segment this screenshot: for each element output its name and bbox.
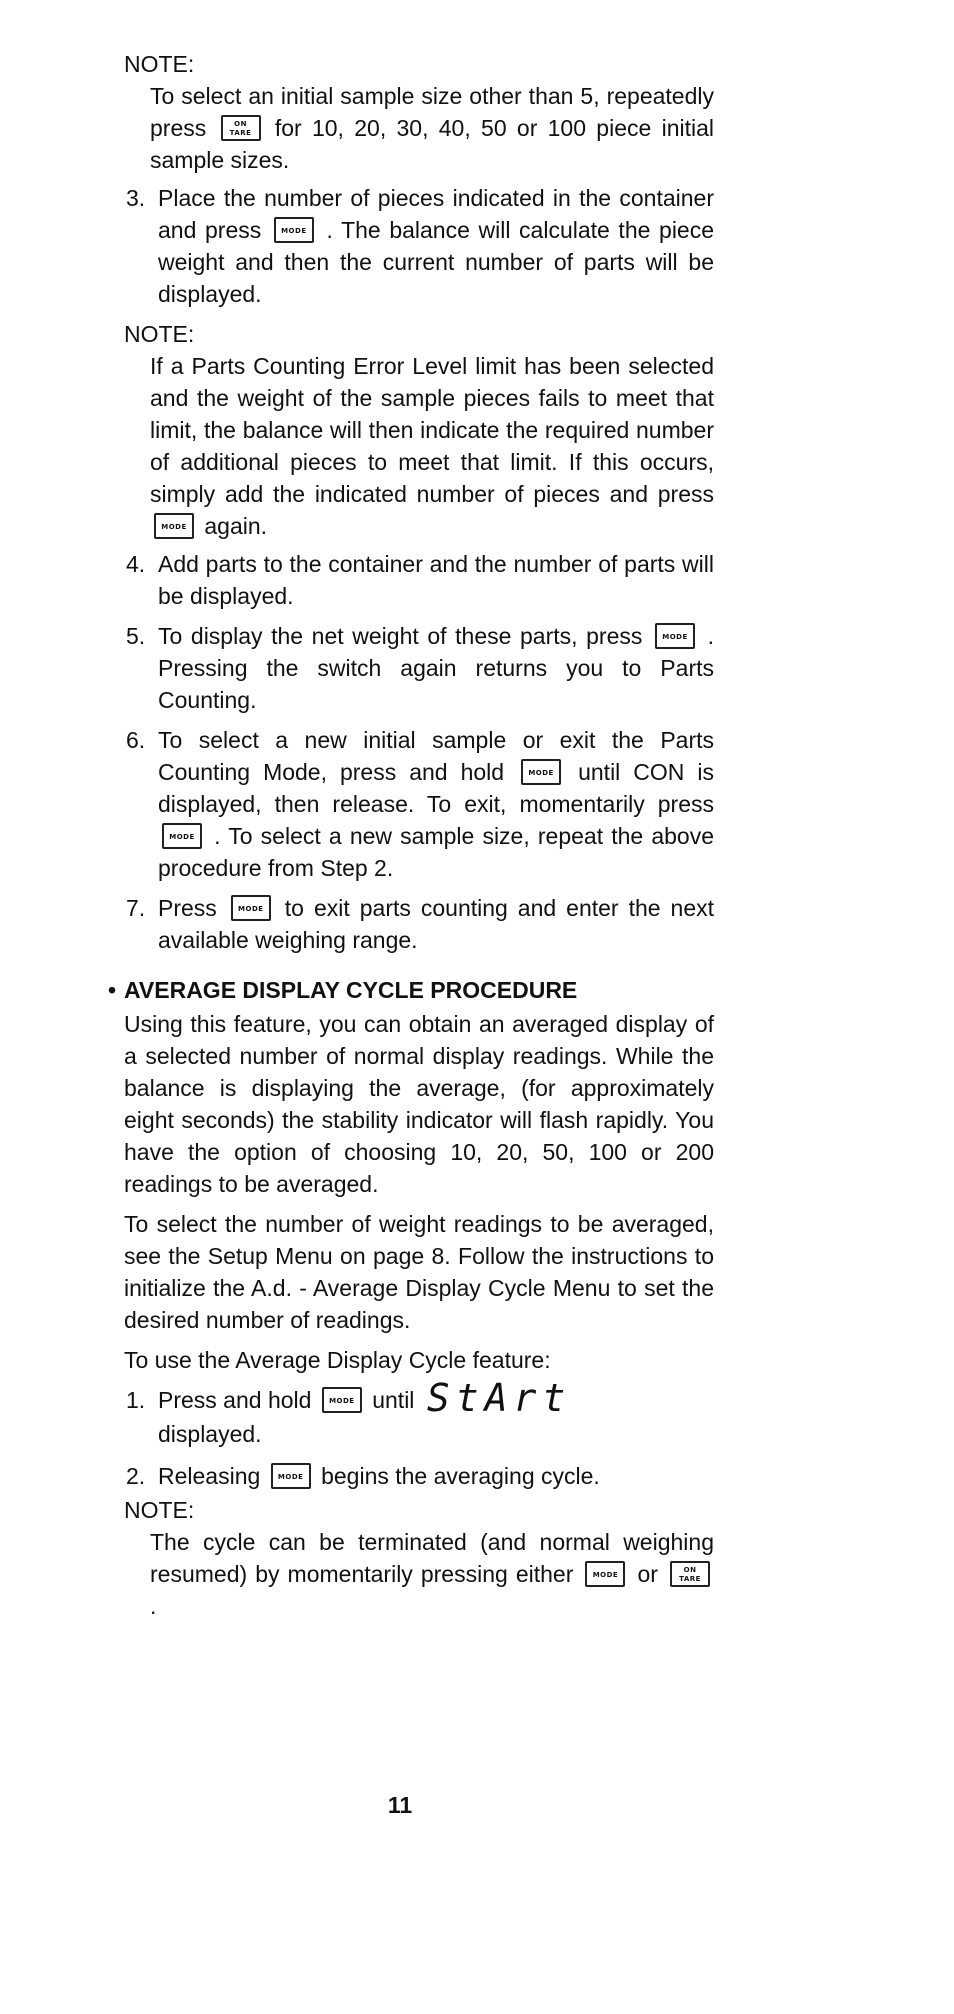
mode-key-icon: MODE (162, 823, 202, 849)
step-number: 6. (126, 727, 146, 753)
avg-step-1 (126, 1375, 714, 1450)
step-4 (126, 548, 714, 612)
step-text: Place the number of pieces indicated in the container and press MODE . The balance will calculate the piece weight and then the current number of parts will be displayed. (158, 185, 715, 307)
note-text (150, 80, 714, 176)
step-3 (126, 182, 714, 310)
note-label: NOTE: (124, 1496, 195, 1523)
note-text: If a Parts Counting Error Level limit has been selected and the weight of the sample pieces fails to meet that limit, the balance will then indicate the required number of additional pieces to meet that limit. If this occurs, simply add the indicated number of pieces and press MODE again. (150, 353, 714, 539)
paragraph: To select the number of weight readings to be averaged, see the Setup Menu on page 8. Follow the instructions to initialize the A.d. - Average Display Cycle Menu to set the desired number of readings. (124, 1211, 714, 1333)
section-heading: • AVERAGE DISPLAY CYCLE PROCEDURE (108, 974, 714, 1006)
avg-step-2 (126, 1460, 714, 1492)
step-6 (126, 724, 714, 884)
paragraph: Using this feature, you can obtain an averaged display of a selected number of normal display readings. While the balance is displaying the average, (for approximately eight seconds) the stability indicator will flash rapidly. You have the option of choosing 10, 20, 50, 100 or 200 readings to be averaged. (124, 1011, 714, 1197)
step-number: 7. (126, 895, 146, 921)
step-number: 1. (126, 1387, 146, 1413)
start-display-readout: StArt (426, 1375, 572, 1420)
step-text: Releasing MODE begins the averaging cycle. (158, 1462, 600, 1489)
step-text: To display the net weight of these parts, press MODE . Pressing the switch again returns you to Parts Counting. (158, 623, 714, 713)
mode-key-icon: MODE (271, 1463, 311, 1489)
note-text-part: for 10, 20, 30, 40, 50 or 100 piece initial sample sizes. (150, 115, 714, 173)
step-number: 2. (126, 1462, 146, 1489)
step-text: Press MODE to exit parts counting and enter the next available weighing range. (158, 895, 715, 953)
step-text: To select a new initial sample or exit the Parts Counting Mode, press and hold MODE until CON is displayed, then release. To exit, momentarily press MODE . To select a new sample size, repeat the above procedure from Step 2. (158, 727, 715, 881)
step-text: Add parts to the container and the number of parts will be displayed. (158, 551, 714, 609)
mode-key-icon: MODE (322, 1387, 362, 1413)
mode-key-icon: MODE (231, 895, 271, 921)
mode-key-icon: MODE (655, 623, 695, 649)
mode-key-icon: MODE (521, 759, 561, 785)
note-text: The cycle can be terminated (and normal weighing resumed) by momentarily pressing either MODE or ON TARE . (150, 1528, 714, 1619)
page-number: 11 (387, 1792, 413, 1818)
note-text-part: To select an initial sample size other than 5, repeatedly press (150, 83, 714, 141)
step-5 (126, 620, 714, 716)
mode-key-icon: MODE (274, 217, 314, 243)
bullet-icon: • (108, 977, 117, 1003)
on-tare-key-icon: ON TARE (670, 1561, 710, 1587)
mode-key-icon: MODE (585, 1561, 625, 1587)
step-number: 3. (126, 185, 146, 211)
content-column (108, 48, 715, 1628)
mode-key-icon: MODE (154, 513, 194, 539)
step-number: 4. (126, 551, 146, 577)
on-tare-key-icon: ON TARE (221, 115, 261, 141)
step-7 (126, 892, 714, 956)
step-number: 5. (126, 623, 146, 649)
note-label: NOTE: (124, 321, 195, 347)
step-text: Press and hold MODE until StArt displayed. (158, 1375, 572, 1447)
note-label: NOTE: (124, 51, 195, 77)
paragraph: To use the Average Display Cycle feature: (124, 1347, 551, 1373)
